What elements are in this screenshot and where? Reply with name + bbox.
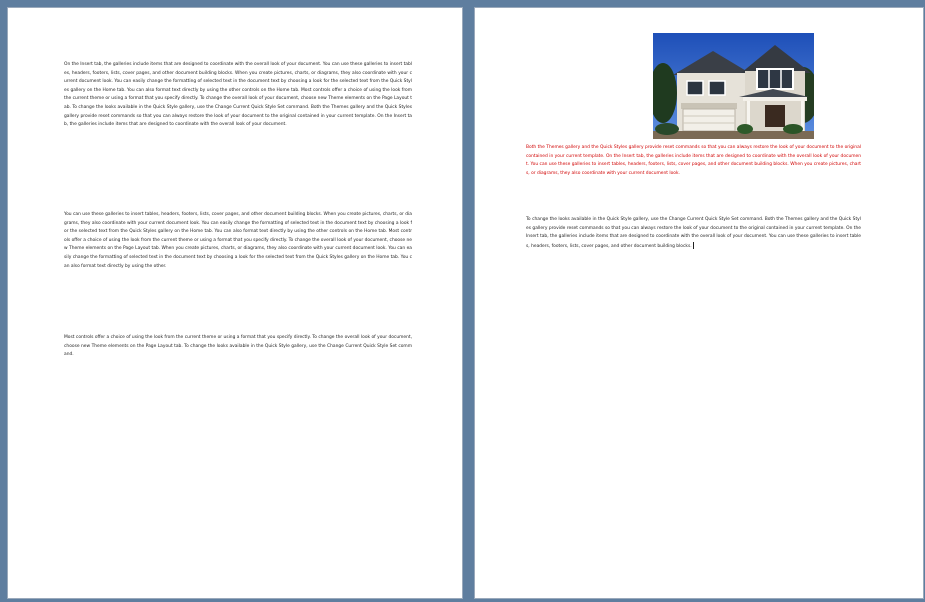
- paragraph[interactable]: On the Insert tab, the galleries include items that are designed to coordinate with the overall look of your document. You can use these galleries to insert tables, headers, footers, lists, cover pages, and other document building blocks. When you create pictures, charts, or diagrams, they also coordinate with your current document look. You can easily change the formatting of selected text in the document text by choosing a look for the selected text from the Quick Styles gallery on the Home tab. You can also format text directly by using the other controls on the Home tab. Most controls offer a choice of using the look from the current theme or using a format that you specify directly. To change the overall look of your document, choose new Theme elements on the Page Layout tab. To change the looks available in the Quick Style gallery, use the Change Current Quick Style Set command. Both the Themes gallery and the Quick Styles gallery provide reset commands so that you can always restore the look of your document to the original contained in your current template. On the Insert tab, the galleries include items that are designed to coordinate with the overall look of your document.: [64, 62, 412, 128]
- house-photo[interactable]: [653, 33, 814, 139]
- paragraph-text: To change the looks available in the Quick Style gallery, use the Change Current Quick Style Set command. Both the Themes gallery and the Quick Styles gallery provide reset commands so that you can always restore the look of your document to the original contained in your current template. On the Insert tab, the galleries include items that are designed to coordinate with the overall look of your document. You can use these galleries to insert tables, headers, footers, lists, cover pages, and other document building blocks.: [526, 217, 861, 249]
- document-page-left[interactable]: [8, 8, 462, 598]
- paragraph-red[interactable]: Both the Themes gallery and the Quick Styles gallery provide reset commands so that you can always restore the look of your document to the original contained in your current template. On the Insert tab, the galleries include items that are designed to coordinate with the overall look of your document. You can use these galleries to insert tables, headers, footers, lists, cover pages, and other document building blocks. When you create pictures, charts, or diagrams, they also coordinate with your current document look.: [526, 145, 861, 176]
- paragraph[interactable]: Most controls offer a choice of using the look from the current theme or using a format that you specify directly. To change the overall look of your document, choose new Theme elements on the Page Layout tab. To change the looks available in the Quick Style gallery, use the Change Current Quick Style Set command.: [64, 335, 412, 358]
- text-cursor: [693, 242, 694, 249]
- paragraph[interactable]: You can use these galleries to insert tables, headers, footers, lists, cover pages, and other document building blocks. When you create pictures, charts, or diagrams, they also coordinate with your current document look. You can easily change the formatting of selected text in the document text by choosing a look for the selected text from the Quick Styles gallery on the Home tab. You can also format text directly by using the other controls on the Home tab. Most controls offer a choice of using the look from the current theme or using a format that you specify directly. To change the overall look of your document, choose new Theme elements on the Page Layout tab. When you create pictures, charts, or diagrams, they also coordinate with your current document look. You can easily change the formatting of selected text in the document text by choosing a look for the selected text from the Quick Styles gallery on the Home tab. You can also format text directly by using the other.: [64, 212, 412, 269]
- document-page-right[interactable]: [475, 8, 923, 598]
- paragraph[interactable]: [526, 216, 861, 288]
